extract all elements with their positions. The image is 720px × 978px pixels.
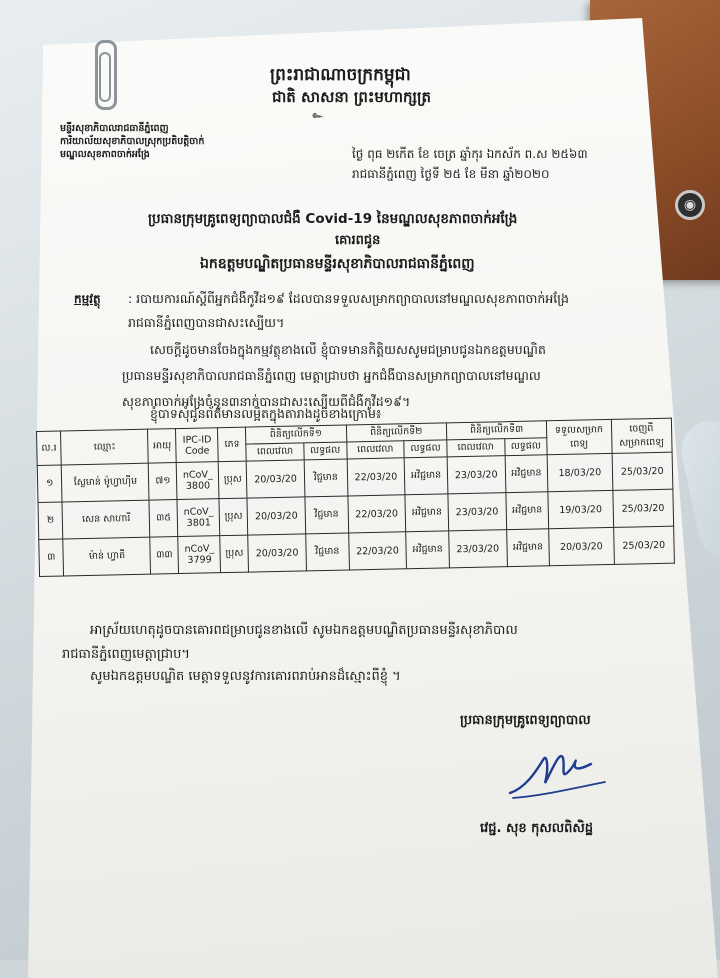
cell-test-2-result: អវិជ្ជមាន	[405, 494, 448, 532]
cell-name: ម៉ាន់ ហ្វាតី	[63, 537, 151, 576]
header-test-2: ពិនិត្យលើកទី២	[346, 423, 447, 442]
lunar-date: ថ្ងៃ ពុធ ២កើត ខែ ចេត្រ ឆ្នាំកុរ ឯកស័ក ព.ស ២៥៦៣	[352, 147, 588, 161]
cell-discharge: 25/03/20	[612, 452, 673, 490]
national-motto: ជាតិ សាសនា ព្រះមហាក្សត្រ	[272, 88, 431, 106]
header-sex: ភេទ	[218, 427, 246, 462]
cell-test-1-date: 20/03/20	[248, 534, 307, 572]
subject-label: កម្មវត្ថុ	[74, 292, 101, 306]
header-admit-line-2: ពេទ្យ	[570, 437, 589, 450]
cell-name: ស្លែមាន់ ម៉ូហ្វាហ៊ីម	[62, 463, 150, 502]
paragraph-1-line-2: ប្រធានមន្ទីរសុខាភិបាលរាជធានីភ្នំពេញ មេត្តាជ្រាបថា អ្នកជំងឺបានសម្រាកព្យាបាលនៅមណ្ឌល	[122, 368, 541, 383]
signer-name: វេជ្ជ. សុខ កុសលពិសិដ្ឋ	[480, 821, 594, 836]
paperclip-inner-icon	[99, 52, 111, 102]
cell-ipc-prefix: nCoV_	[184, 543, 215, 555]
header-discharge	[611, 418, 672, 453]
cell-test-1-date: 20/03/20	[246, 460, 305, 498]
ministry-line-1: មន្ទីរសុខាភិបាលរាជធានីភ្នំពេញ	[60, 123, 169, 134]
cell-sex: ប្រុស	[219, 498, 248, 536]
cell-ipc	[178, 536, 221, 574]
cell-no: ២	[38, 502, 63, 540]
cell-test-2-date: 22/03/20	[347, 458, 406, 496]
cell-admit: 18/03/20	[547, 453, 612, 491]
header-test-2-result: លទ្ធផល	[404, 440, 447, 458]
cell-no: ១	[37, 465, 62, 503]
patients-table	[36, 418, 675, 577]
recipient-title: ឯកឧត្តមបណ្ឌិតប្រធានមន្ទីរសុខាភិបាលរាជធានីភ្នំពេញ	[200, 256, 475, 272]
subject-text: : របាយការណ៍ស្ដីពីអ្នកជំងឺកូវីដ១៩ ដែលបានទទួលសម្រាកព្យាបាលនៅមណ្ឌលសុខភាពចាក់អង្រែ	[128, 291, 569, 306]
cell-test-2-date: 22/03/20	[347, 495, 406, 533]
closing-line-2: រាជធានីភ្នំពេញមេត្តាជ្រាប។	[62, 647, 190, 662]
cell-discharge: 25/03/20	[613, 526, 674, 564]
header-no: ល.រ	[37, 431, 62, 466]
handwritten-signature-icon	[505, 738, 615, 808]
cell-ipc-number: 3799	[187, 554, 212, 566]
cell-test-2-result: អវិជ្ជមាន	[406, 531, 449, 569]
header-name: ឈ្មោះ	[61, 429, 149, 465]
paragraph-1-line-1: សេចក្ដីដូចមានចែងក្នុងកម្មវត្ថុខាងលើ ខ្ញុំបាទមានកិត្តិយសសូមជម្រាបជូនឯកឧត្តមបណ្ឌិត	[150, 342, 546, 357]
cell-test-3-result: អវិជ្ជមាន	[506, 529, 549, 567]
sender-title: ប្រធានក្រុមគ្រូពេទ្យព្យាបាលជំងឺ Covid-19 នៃមណ្ឌលសុខភាពចាក់អង្រែ	[148, 211, 518, 227]
header-test-1-result: លទ្ធផល	[304, 442, 347, 460]
cell-age: ៣៣	[150, 537, 179, 575]
cell-test-3-date: 23/03/20	[449, 530, 508, 568]
paragraph-1-line-3: សុខភាពចាក់អង្រែចំនួន៣នាក់បានជាសះស្បើយពីជំងឺកូវីដ១៩។	[122, 394, 411, 409]
closing-line-1: អាស្រ័យហេតុដូចបានគោរពជម្រាបជូនខាងលើ សូមឯកឧត្តមបណ្ឌិតប្រធានមន្ទីរសុខាភិបាល	[90, 623, 518, 638]
wallet-snap-icon: ◉	[675, 190, 705, 220]
header-ipc-line-1: IPC-ID	[182, 433, 212, 446]
cell-age: ៣៥	[149, 500, 178, 538]
cell-test-1-result: វិជ្ជមាន	[306, 533, 349, 571]
solar-date: រាជធានីភ្នំពេញ ថ្ងៃទី ២៥ ខែ មីនា ឆ្នាំ២០២០	[352, 167, 550, 181]
cell-sex: ប្រុស	[219, 461, 248, 499]
cell-test-1-date: 20/03/20	[247, 497, 306, 535]
ministry-line-2: ការិយាល័យសុខាភិបាលស្រុកប្រតិបត្តិចាក់	[60, 136, 205, 147]
header-test-1-date: ពេលវេលា	[246, 443, 304, 461]
header-discharge-line-2: សម្រាកពេទ្យ	[619, 436, 665, 449]
cell-test-3-date: 23/03/20	[447, 456, 506, 494]
cell-ipc-number: 3801	[186, 517, 212, 529]
header-test-3-result: លទ្ធផល	[504, 438, 547, 456]
cell-ipc-prefix: nCoV_	[183, 506, 214, 518]
cell-admit: 20/03/20	[549, 527, 614, 565]
cell-discharge: 25/03/20	[612, 489, 673, 527]
header-test-3-date: ពេលវេលា	[447, 439, 505, 457]
header-ipc	[176, 428, 219, 463]
header-ipc-line-2: Code	[185, 444, 210, 457]
signatory-title: ប្រធានក្រុមគ្រូពេទ្យព្យាបាល	[460, 713, 591, 728]
header-admit	[547, 419, 612, 454]
cell-sex: ប្រុស	[220, 535, 249, 573]
cell-age: ៧១	[149, 463, 178, 501]
closing-line-3: សូមឯកឧត្តមបណ្ឌិត មេត្តាទទួលនូវការគោរពរាប់អានដ៏ស្មោះពីខ្ញុំ ។	[90, 669, 401, 684]
ministry-block	[60, 122, 204, 161]
cell-test-2-date: 22/03/20	[348, 532, 407, 570]
cell-no: ៣	[39, 539, 64, 577]
subject-continuation: រាជធានីភ្នំពេញបានជាសះស្បើយ។	[128, 315, 285, 330]
respectfully-to: គោរពជូន	[335, 233, 381, 248]
cell-test-1-result: វិជ្ជមាន	[304, 459, 347, 497]
ministry-line-3: មណ្ឌលសុខភាពចាក់អង្រែ	[60, 149, 150, 160]
cell-test-2-result: អវិជ្ជមាន	[404, 457, 447, 495]
header-age: អាយុ	[148, 429, 177, 464]
header-test-2-date: ពេលវេលា	[346, 441, 404, 459]
cell-test-3-result: អវិជ្ជមាន	[506, 492, 549, 530]
header-test-1: ពិនិត្យលើកទី១	[246, 425, 347, 444]
cell-ipc-number: 3800	[185, 480, 211, 492]
cell-test-1-result: វិជ្ជមាន	[305, 496, 348, 534]
header-discharge-line-1: ចេញពី	[629, 422, 654, 435]
kingdom-title: ព្រះរាជាណាចក្រកម្ពុជា	[270, 65, 411, 85]
cell-admit: 19/03/20	[548, 490, 613, 528]
cell-ipc-prefix: nCoV_	[182, 469, 213, 481]
header-admit-line-1: ទទួលសម្រាក	[554, 423, 604, 436]
paragraph-2: ខ្ញុំបាទសុំជូនព័ត៌មានលម្អិតក្នុងតារាងដូចខាងក្រោម៖	[150, 406, 382, 421]
header-ornament: ๛	[312, 110, 324, 121]
cell-name: សេន សាហារី	[62, 500, 150, 539]
cell-test-3-result: អវិជ្ជមាន	[505, 455, 548, 493]
header-test-3: ពិនិត្យលើកទី៣	[446, 421, 547, 440]
cell-ipc	[177, 462, 220, 500]
cell-test-3-date: 23/03/20	[448, 493, 507, 531]
cell-ipc	[177, 499, 220, 537]
